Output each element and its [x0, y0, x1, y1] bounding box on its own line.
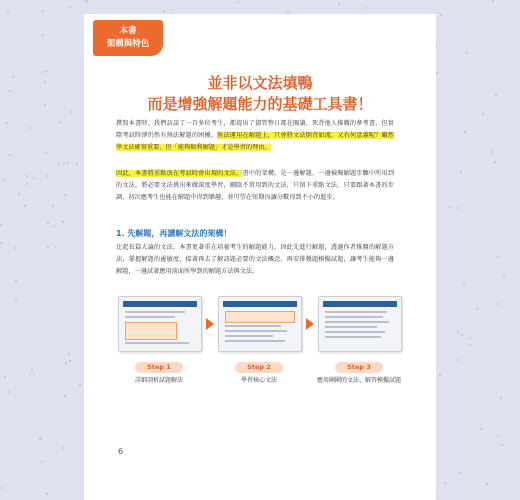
intro-paragraph	[116, 118, 394, 155]
focus-highlight: 因此，本書將重點放在考試時會出現的文法，	[116, 170, 243, 177]
background-dot	[500, 397, 502, 399]
background-dot	[45, 70, 47, 72]
background-dot	[86, 1, 88, 3]
focus-text: 書中的架構，是一邊解題，一邊檢閱解題步驟中所用到的文法，將必要文法挑出來做深度學習，刪除不常用到的文法，只留下重點文法。只要跟著本書的步調，初次應考生也能在解題中得到樂趣，並可望在短期內讓分數得到不小的進步。	[116, 170, 395, 202]
background-dot	[497, 435, 499, 437]
background-dot	[461, 334, 463, 336]
background-dot	[491, 151, 493, 153]
background-dot	[469, 344, 471, 346]
background-dot	[58, 163, 60, 165]
background-dot	[482, 113, 484, 115]
background-dot	[503, 276, 505, 278]
background-dot	[24, 205, 26, 207]
background-dot	[31, 369, 33, 371]
background-dot	[42, 10, 44, 12]
intro-text: 撰寫本書時，我們訪談了一百多位考生，都提出了儘管整日都在閱讀、死背他人推薦的參考書，但實際考試時卻仍然有無法解題的困擾。	[116, 120, 394, 140]
background-dot	[39, 438, 41, 440]
background-dot	[457, 359, 459, 361]
background-dot	[492, 0, 494, 2]
background-dot	[460, 171, 462, 173]
step-3-caption: 應用剛剛的文法、解答模擬試題	[316, 377, 401, 384]
background-dot	[498, 303, 500, 305]
background-dot	[69, 6, 71, 8]
background-dot	[459, 472, 461, 474]
background-dot	[287, 11, 289, 13]
background-dot	[486, 483, 488, 485]
background-dot	[52, 205, 54, 207]
background-dot	[480, 428, 482, 430]
section-tab	[93, 20, 163, 56]
step-1-caption: 詳細剖析試題解法	[134, 377, 183, 384]
background-dot	[62, 447, 64, 449]
background-dot	[495, 94, 497, 96]
background-dot	[18, 193, 20, 195]
background-dot	[449, 206, 451, 208]
step-3-badge: Step 3	[335, 362, 383, 373]
background-dot	[41, 461, 43, 463]
arrow-icon	[206, 318, 214, 330]
background-dot	[62, 221, 64, 223]
background-dot	[33, 177, 35, 179]
background-dot	[68, 353, 70, 355]
background-dot	[53, 225, 55, 227]
background-dot	[9, 90, 11, 92]
step-1-thumbnail	[118, 296, 202, 352]
background-dot	[29, 127, 31, 129]
background-dot	[14, 247, 16, 249]
background-dot	[46, 493, 48, 495]
arrow-icon	[306, 318, 314, 330]
focus-paragraph	[116, 168, 394, 205]
heading-line-1: 並非以文法填鴨	[207, 74, 313, 92]
background-dot	[26, 175, 28, 177]
step-3-thumbnail	[318, 296, 402, 352]
background-dot	[47, 246, 49, 248]
background-dot	[464, 131, 466, 133]
background-dot	[466, 52, 468, 54]
background-dot	[0, 242, 2, 244]
background-dot	[469, 337, 471, 339]
background-dot	[26, 183, 28, 185]
background-dot	[47, 222, 49, 224]
background-dot	[64, 194, 66, 196]
background-dot	[4, 376, 6, 378]
page-number: 6	[118, 447, 124, 456]
background-dot	[44, 104, 46, 106]
background-dot	[76, 163, 78, 165]
background-dot	[45, 152, 47, 154]
background-dot	[497, 256, 499, 258]
background-dot	[46, 175, 48, 177]
background-dot	[436, 72, 438, 74]
background-dot	[42, 34, 44, 36]
background-dot	[364, 7, 366, 9]
heading-line-2: 而是增強解題能力的基礎工具書！	[147, 95, 373, 113]
tab-line-2: 架構與特色	[106, 39, 150, 49]
background-dot	[69, 360, 71, 362]
background-dot	[463, 283, 465, 285]
section-paragraph: 比起長篇大論的文法，本書更著重在培養考生的解題能力。因此先進行解題，透過作者推薦的解題方法，掌握解題的靈敏度，接著再去了解該題必要的文法概念。再安排幾題模擬試題，讓考生能夠一邊解題，一邊試著應用前面所學到的解題方法與文法。	[116, 244, 394, 276]
background-dot	[67, 162, 69, 164]
background-dot	[1, 487, 3, 489]
background-dot	[439, 374, 441, 376]
background-dot	[0, 224, 2, 226]
background-dot	[3, 179, 5, 181]
background-dot	[476, 308, 478, 310]
background-dot	[8, 391, 10, 393]
step-1-badge: Step 1	[135, 362, 183, 373]
background-dot	[6, 122, 8, 124]
background-dot	[440, 14, 442, 16]
background-dot	[458, 207, 460, 209]
background-dot	[63, 162, 65, 164]
background-dot	[12, 76, 14, 78]
background-dot	[42, 71, 44, 73]
background-dot	[65, 362, 67, 364]
background-dot	[55, 247, 57, 249]
background-dot	[7, 11, 9, 13]
background-dot	[501, 444, 503, 446]
background-dot	[163, 10, 165, 12]
step-2-caption: 學習核心文法	[240, 377, 277, 384]
intro-highlight: 無法運用在解題上，只會將文法倒背如流，又有何意義呢？雖然學文法確實重要，但「能夠順利解題」才是學習的理由。	[116, 132, 394, 152]
background-dot	[494, 161, 496, 163]
background-dot	[64, 395, 66, 397]
background-dot	[338, 3, 340, 5]
background-dot	[79, 384, 81, 386]
section-title: 1. 先解題，再講解文法的架構！	[116, 229, 232, 238]
tab-line-1: 本書	[119, 26, 137, 36]
background-dot	[15, 298, 17, 300]
step-2-badge: Step 2	[235, 362, 283, 373]
background-dot	[15, 280, 17, 282]
background-dot	[9, 154, 11, 156]
background-dot	[237, 1, 239, 3]
background-dot	[70, 111, 72, 113]
background-dot	[44, 81, 46, 83]
step-2-thumbnail	[218, 296, 302, 352]
background-dot	[457, 331, 459, 333]
background-dot	[59, 121, 61, 123]
background-dot	[444, 482, 446, 484]
